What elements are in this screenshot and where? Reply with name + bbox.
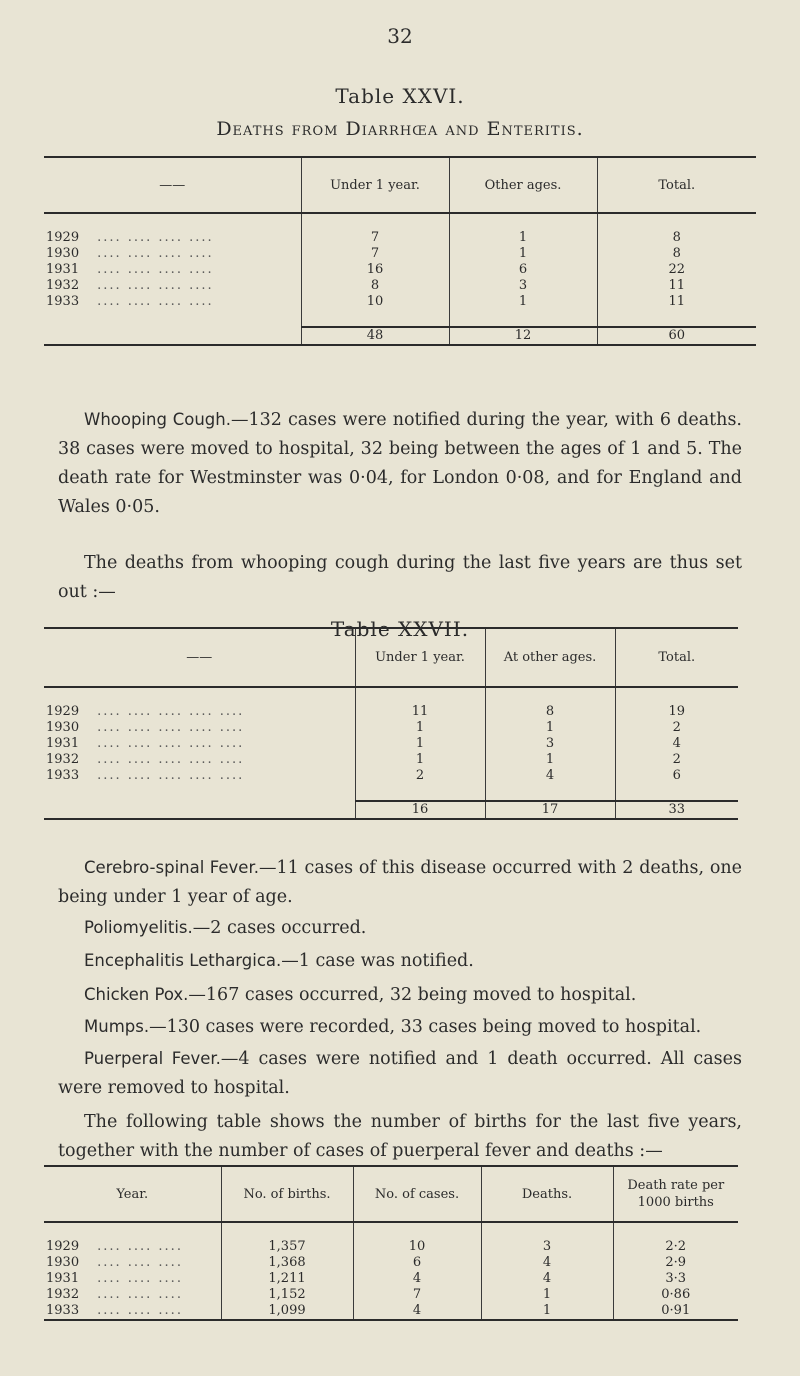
- table-row: 1931 .... .... .... 1,211 4 4 3·3: [44, 1271, 738, 1287]
- births-header-cases: No. of cases.: [353, 1166, 481, 1222]
- table-row: 1931 .... .... .... .... .... 1 3 4: [44, 736, 738, 752]
- table-row: 1929 .... .... .... .... .... 11 8 19: [44, 704, 738, 720]
- table-27-totals-row: 16 17 33: [44, 801, 738, 819]
- table-26-header-other: Other ages.: [449, 157, 597, 213]
- table-row: 1930 .... .... .... .... 7 1 8: [44, 246, 756, 262]
- table-27-header-under1: Under 1 year.: [355, 628, 485, 687]
- page-number: 32: [387, 24, 413, 48]
- table-row: 1933 .... .... .... .... 10 1 11: [44, 294, 756, 310]
- table-row: 1930 .... .... .... .... .... 1 1 2: [44, 720, 738, 736]
- table-26: [44, 156, 756, 346]
- table-row: 1929 .... .... .... .... 7 1 8: [44, 230, 756, 246]
- table-26-title: Table XXVI.: [335, 84, 465, 108]
- table-27-title: Table XXVII.: [330, 617, 470, 641]
- table-26-subtitle: Deaths from Diarrhœa and Enteritis.: [216, 118, 584, 140]
- whooping-cough-heading: Whooping Cough.: [84, 410, 231, 429]
- puerperal-fever-paragraph: Puerperal Fever.—4 cases were notified and 1 death occurred. All cases were removed to hospital.: [58, 1049, 742, 1098]
- table-26-totals-row: 48 12 60: [44, 327, 756, 345]
- whooping-cough-intro: The deaths from whooping cough during the last five years are thus set out :—: [58, 553, 742, 602]
- table-row: 1933 .... .... .... 1,099 4 1 0·91: [44, 1303, 738, 1320]
- whooping-cough-paragraph: Whooping Cough.—132 cases were notified during the year, with 6 deaths. 38 cases were moved to hospital, 32 being between the ages of 1 and 5. The death rate for Westminster was 0·04, for London 0·08, and for England and Wales 0·05.: [58, 410, 742, 517]
- cerebro-spinal-paragraph: Cerebro-spinal Fever.—11 cases of this disease occurred with 2 deaths, one being under 1 year of age.: [58, 858, 743, 907]
- table-row: 1932 .... .... .... .... .... 1 1 2: [44, 752, 738, 768]
- births-table: [44, 1165, 738, 1321]
- births-header-rate: Death rate per 1000 births: [613, 1166, 738, 1222]
- mumps-paragraph: Mumps.—130 cases were recorded, 33 cases being moved to hospital.: [84, 1017, 702, 1037]
- table-row: 1929 .... .... .... 1,357 10 3 2·2: [44, 1239, 738, 1255]
- table-row: 1932 .... .... .... 1,152 7 1 0·86: [44, 1287, 738, 1303]
- births-header-deaths: Deaths.: [481, 1166, 613, 1222]
- table-row: 1930 .... .... .... 1,368 6 4 2·9: [44, 1255, 738, 1271]
- table-27-header-blank: ——: [44, 628, 355, 687]
- table-26-header-under1: Under 1 year.: [301, 157, 449, 213]
- poliomyelitis-paragraph: Poliomyelitis.—2 cases occurred.: [84, 918, 367, 938]
- births-header-births: No. of births.: [221, 1166, 353, 1222]
- table-row: 1933 .... .... .... .... .... 2 4 6: [44, 768, 738, 784]
- births-intro-paragraph: The following table shows the number of births for the last five years, together with the number of cases of puerperal fever and deaths :—: [58, 1112, 742, 1161]
- table-row: 1932 .... .... .... .... 8 3 11: [44, 278, 756, 294]
- table-26-header-total: Total.: [597, 157, 756, 213]
- chicken-pox-paragraph: Chicken Pox.—167 cases occurred, 32 being moved to hospital.: [84, 985, 637, 1005]
- births-header-year: Year.: [44, 1166, 221, 1222]
- table-27-header-total: Total.: [615, 628, 738, 687]
- table-27-header-other: At other ages.: [485, 628, 615, 687]
- table-26-header-blank: ——: [44, 157, 301, 213]
- encephalitis-paragraph: Encephalitis Lethargica.—1 case was notified.: [84, 951, 474, 971]
- table-27: [44, 627, 738, 820]
- table-row: 1931 .... .... .... .... 16 6 22: [44, 262, 756, 278]
